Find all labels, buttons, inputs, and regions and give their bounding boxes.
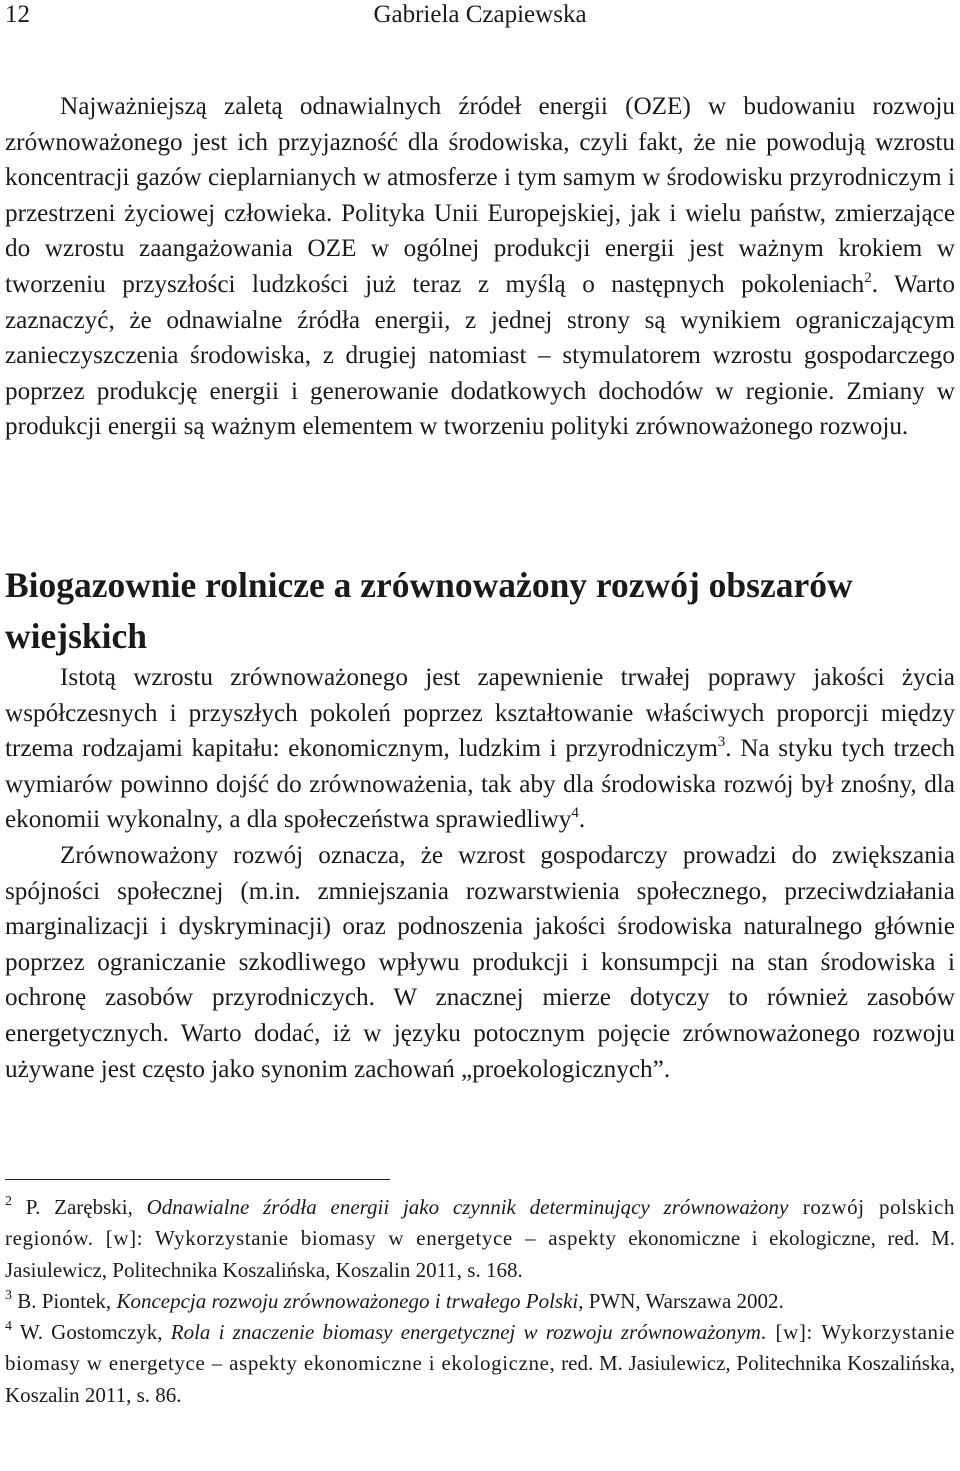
footnote-author: P. Zarębski, <box>12 1195 147 1219</box>
section-body <box>5 660 955 1087</box>
footnote-source: . [w]: Wykorzystanie biomasy w energetyce – aspekty ekonomiczne i ekologiczne, <box>5 1320 955 1376</box>
paragraph-text: . <box>578 806 586 834</box>
footnote-source: red. M. Jasiulewicz, Politechnika Koszalińska, Koszalin 2011, s. 86. <box>5 1351 956 1407</box>
footnote-ref-2[interactable]: 2 <box>864 269 872 286</box>
footnote-source: , PWN, Warszawa 2002. <box>578 1288 784 1313</box>
footnote-title: Odnawialne źródła energii jako czynnik determinujący zrównoważony <box>146 1195 789 1219</box>
footnote-source: ekonomiczne i ekologiczne, red. M. Jasiulewicz, Politechnika Koszalińska, Koszalin 2011, s. 168. <box>5 1226 955 1282</box>
footnote-4 <box>5 1317 955 1411</box>
footnote-mark: 4 <box>5 1319 12 1335</box>
footnote-mark: 3 <box>5 1287 12 1303</box>
paragraph-sustainable-growth <box>5 660 955 838</box>
footnote-3 <box>5 1286 955 1317</box>
running-title: Gabriela Czapiewska <box>373 1 587 28</box>
paragraph-text: Istotą wzrostu zrównoważonego jest zapewnienie trwałej poprawy jakości życia współczesnych i przyszłych pokoleń poprzez kształtowanie właściwych proporcji między trzema rodzajami kapitału: ekonomicznym, ludzkim i przyrodniczym <box>5 664 955 763</box>
paragraph-text: . Na styku tych trzech wymiarów powinno dojść do zrównoważenia, tak aby dla środowiska rozwój był znośny, dla ekonomii wykonalny, a dla społeczeństwa sprawiedliwy <box>5 735 955 834</box>
page-header <box>5 0 955 36</box>
paragraph-text: . Warto zaznaczyć, że odnawialne źródła energii, z jednej strony są wynikiem ograniczającym zanieczyszczenia środowiska, z drugiej natomiast – stymulatorem wzrostu gospodarczego poprzez produkcję energii i generowanie dodatkowych dochodów w regionie. Zmiany w produkcji energii są ważnym elementem w tworzeniu polityki zrównoważonego rozwoju. <box>5 270 955 441</box>
page-number: 12 <box>5 1 30 28</box>
section-title: Biogazownie rolnicze a zrównoważony rozwój obszarów wiejskich <box>5 565 853 656</box>
footnote-source: rozwój polskich regionów. [w]: Wykorzystanie biomasy w energetyce – aspekty <box>5 1195 955 1251</box>
footnote-title: Rola i znaczenie biomasy energetycznej w rozwoju zrównoważonym <box>170 1320 761 1345</box>
footnote-mark: 2 <box>5 1194 12 1209</box>
footnote-2 <box>5 1192 955 1286</box>
paragraph-oze-advantages <box>5 89 955 445</box>
footnote-ref-3[interactable]: 3 <box>717 734 726 751</box>
footnote-ref-4[interactable]: 4 <box>571 805 579 822</box>
footnote-author: W. Gostomczyk, <box>12 1320 171 1345</box>
paragraph-text: Najważniejszą zaletą odnawialnych źródeł energii (OZE) w budowaniu rozwoju zrównoważonego jest ich przyjazność dla środowiska, czyli fakt, że nie powodują wzrostu koncentracji gazów cieplarnianych w atmosferze i tym samym w środowisku przyrodniczym i przestrzeni życiowej człowieka. Polityka Unii Europejskiej, jak i wielu państw, zmierzające do wzrostu zaangażowania OZE w ogólnej produkcji energii jest ważnym krokiem w tworzeniu przyszłości ludzkości już teraz z myślą o następnych pokoleniach <box>5 93 955 298</box>
footnote-author: B. Piontek, <box>12 1288 117 1313</box>
paragraph-sustainable-development: Zrównoważony rozwój oznacza, że wzrost gospodarczy prowadzi do zwiększania spójności społecznej (m.in. zmniejszania rozwarstwienia społecznego, przeciwdziałania marginalizacji i dyskryminacji) oraz podnoszenia jakości środowiska naturalnego głównie poprzez ograniczanie szkodliwego wpływu produkcji i konsumpcji na stan środowiska i ochronę zasobów przyrodniczych. W znacznej mierze dotyczy to również zasobów energetycznych. Warto dodać, iż w języku potocznym pojęcie zrównoważonego rozwoju używane jest często jako synonim zachowań „proekologicznych”. <box>5 841 955 1083</box>
intro-section <box>5 89 955 445</box>
footnotes <box>5 1192 955 1411</box>
footnote-title: Koncepcja rozwoju zrównoważonego i trwałego Polski <box>116 1288 579 1313</box>
footnote-separator <box>5 1179 390 1180</box>
